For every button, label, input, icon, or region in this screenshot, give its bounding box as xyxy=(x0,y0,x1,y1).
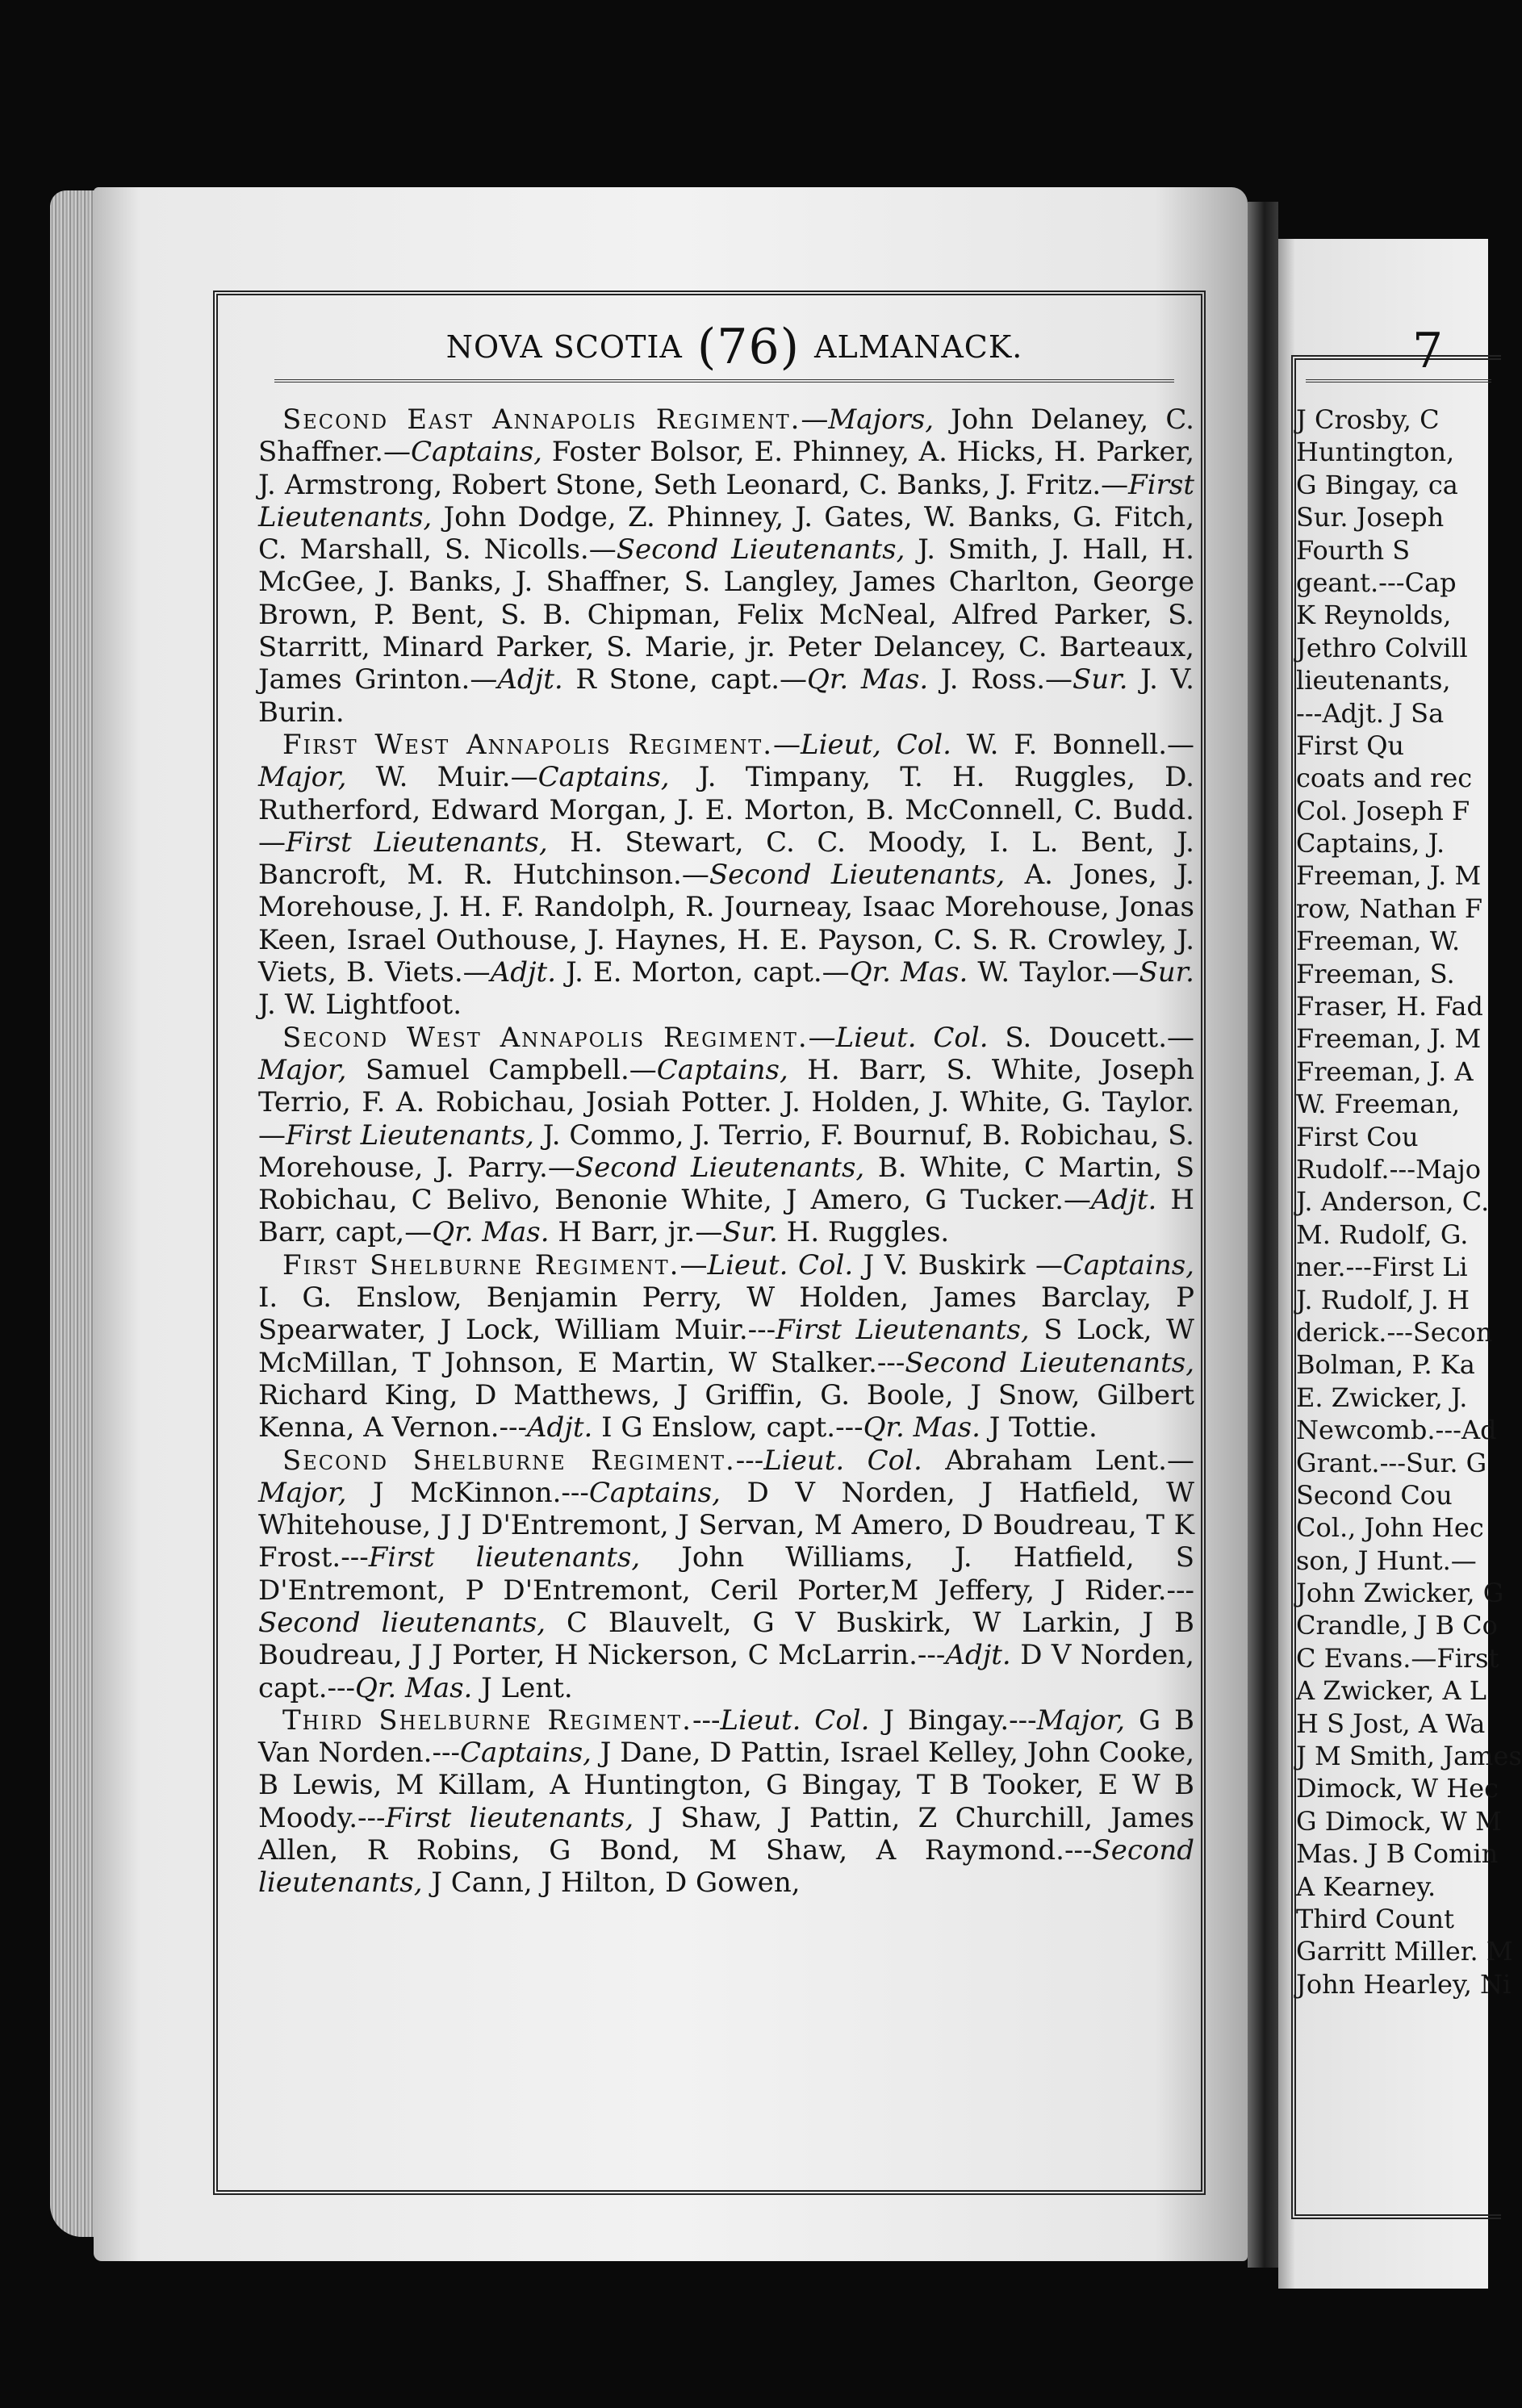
header-rule xyxy=(274,379,1174,383)
name-list: — xyxy=(808,1021,836,1054)
regiment-name: Second West Annapolis Regiment. xyxy=(282,1021,809,1054)
right-page-line: E. Zwicker, J. xyxy=(1296,1382,1468,1413)
right-page-line: Sur. Joseph xyxy=(1296,502,1445,533)
name-list: D V Norden, capt.--- xyxy=(258,1639,1194,1704)
rank-label: Captains, xyxy=(656,1053,788,1086)
right-page-line: Mas. J B Comin xyxy=(1296,1838,1499,1870)
name-list: --- xyxy=(735,1444,764,1477)
name-list: J. Commo, J. Terrio, F. Bournuf, B. Robichau, S. Morehouse, J. Parry.— xyxy=(258,1118,1194,1184)
right-page-line: Freeman, S. xyxy=(1296,958,1455,989)
page-edges xyxy=(50,190,100,2237)
right-page-line: coats and rec xyxy=(1296,763,1473,794)
right-page-line: First Qu xyxy=(1296,730,1405,761)
right-page-line: John Zwicker, G xyxy=(1296,1578,1504,1609)
right-page-line: Freeman, J. M xyxy=(1296,1023,1482,1055)
right-page-line: Bolman, P. Ka xyxy=(1296,1349,1475,1381)
regiment-name: Second East Annapolis Regiment. xyxy=(282,403,801,436)
name-list: J V. Buskirk — xyxy=(853,1248,1063,1281)
right-page-line: lieutenants, xyxy=(1296,665,1451,696)
right-page-text xyxy=(1296,403,1522,2163)
rank-label: Adjt. xyxy=(527,1411,593,1444)
right-page-line: Col. Joseph F xyxy=(1296,795,1470,826)
rank-label: Captains, xyxy=(1062,1248,1194,1281)
rank-label: First Lieutenants, xyxy=(776,1314,1030,1347)
rank-label: First lieutenants, xyxy=(385,1801,634,1834)
rank-label: Qr. Mas. xyxy=(432,1216,550,1249)
name-list: J. W. Lightfoot. xyxy=(258,989,462,1022)
rank-label: Second Lieutenants, xyxy=(616,533,905,566)
right-page-line: A Zwicker, A L xyxy=(1296,1675,1487,1707)
rank-label: Second Lieutenants, xyxy=(575,1151,865,1184)
rank-label: Lieut. Col. xyxy=(835,1021,989,1054)
rank-label: Major, xyxy=(1036,1704,1126,1737)
name-list: W. Muir.— xyxy=(346,761,538,794)
name-list: Richard King, D Matthews, J Griffin, G. Boole, J Snow, Gilbert Kenna, A Vernon.--- xyxy=(258,1378,1194,1444)
name-list: John Delaney, C. Shaffner.— xyxy=(258,403,1194,469)
right-page-line: G Bingay, ca xyxy=(1296,469,1458,500)
name-list: G B Van Norden.--- xyxy=(258,1704,1194,1770)
rank-label: Major, xyxy=(258,1053,347,1086)
rank-label: Lieut. Col. xyxy=(763,1444,922,1477)
name-list: R Stone, capt.— xyxy=(562,663,807,696)
right-page-header-fragment: 7 xyxy=(1412,323,1444,379)
right-page-line: K Reynolds, xyxy=(1296,600,1452,631)
name-list: J McKinnon.--- xyxy=(346,1476,589,1509)
name-list: W. F. Bonnell.— xyxy=(951,728,1195,761)
name-list: J. V. Burin. xyxy=(258,663,1194,729)
right-page-line: Col., John Hec xyxy=(1296,1512,1484,1544)
right-page-line: Garritt Miller. M xyxy=(1296,1936,1513,1967)
right-page-line: Freeman, W. xyxy=(1296,926,1461,957)
right-page-line: row, Nathan F xyxy=(1296,893,1483,924)
name-list: D V Norden, J Hatfield, W Whitehouse, J J D'Entremont, J Servan, M Amero, D Boudreau, T K Frost.--- xyxy=(258,1476,1194,1574)
rank-label: Sur. xyxy=(1139,956,1194,989)
name-list: — xyxy=(773,728,801,761)
regiment-paragraph xyxy=(258,1022,1194,1249)
rank-label: Majors, xyxy=(828,403,934,436)
name-list: S. Doucett.— xyxy=(988,1021,1195,1054)
right-page-line: J. Rudolf, J. H xyxy=(1296,1284,1470,1315)
rank-label: Major, xyxy=(258,761,347,794)
rank-label: Lieut. Col. xyxy=(720,1704,870,1737)
right-page-line: Jethro Colvill xyxy=(1296,632,1468,663)
name-list: B. White, C Martin, S Robichau, C Belivo, Benonie White, J Amero, G Tucker.— xyxy=(258,1151,1195,1217)
right-page-line: Third Count xyxy=(1296,1903,1454,1934)
rank-label: Lieut, Col. xyxy=(801,728,951,761)
right-page-line: derick.---Secon xyxy=(1296,1316,1493,1348)
right-page-line: Captains, J. xyxy=(1296,828,1445,859)
rank-label: Adjt. xyxy=(497,663,563,696)
right-page-line: Freeman, J. M xyxy=(1296,860,1482,892)
name-list: J Tottie. xyxy=(980,1411,1098,1444)
right-page-line: geant.---Cap xyxy=(1296,566,1457,598)
right-page-line: Freeman, J. A xyxy=(1296,1056,1474,1087)
right-page-line: G Dimock, W M xyxy=(1296,1805,1502,1837)
right-page-line: Second Cou xyxy=(1296,1479,1453,1511)
right-page-line: John Hearley, Ni xyxy=(1296,1968,1512,2000)
regiment-name: Second Shelburne Regiment. xyxy=(282,1444,736,1477)
name-list: Samuel Campbell.— xyxy=(346,1053,657,1086)
right-page-line: A Kearney. xyxy=(1296,1871,1436,1902)
rank-label: Captains, xyxy=(537,761,670,794)
name-list: J. Smith, J. Hall, H. McGee, J. Banks, J. Shaffner, S. Langley, James Charlton, George Brown, P. Bent, S. B. Chipman, Felix McNeal, Alfred Parker, S. Starritt, Minard Parker, S. Marie, jr. Peter Delancey, C. Barteaux, James Grinton.— xyxy=(258,533,1194,696)
right-page-line: J M Smith, James xyxy=(1296,1741,1522,1772)
regiment-name: Third Shelburne Regiment. xyxy=(282,1704,692,1737)
regiment-name: First West Annapolis Regiment. xyxy=(282,728,774,761)
regiment-paragraph xyxy=(258,403,1194,729)
rank-label: First Lieutenants, xyxy=(286,826,548,859)
regiment-list xyxy=(258,403,1194,2147)
rank-label: First lieutenants, xyxy=(368,1541,641,1574)
name-list: H. Stewart, C. C. Moody, I. L. Bent, J. Bancroft, M. R. Hutchinson.— xyxy=(258,826,1194,892)
rank-label: Sur. xyxy=(1073,663,1128,696)
rank-label: Qr. Mas. xyxy=(355,1671,473,1704)
name-list: J. Timpany, T. H. Ruggles, D. Rutherford, Edward Morgan, J. E. Morton, B. McConnell, C. Budd.— xyxy=(258,761,1194,859)
right-page-line: W. Freeman, xyxy=(1296,1089,1461,1120)
name-list: S Lock, W McMillan, T Johnson, E Martin, W Stalker.--- xyxy=(258,1314,1194,1379)
name-list: Foster Bolsor, E. Phinney, A. Hicks, H. Parker, J. Armstrong, Robert Stone, Seth Leonard, C. Banks, J. Fritz.— xyxy=(258,436,1194,501)
name-list: W. Taylor.— xyxy=(968,956,1139,989)
rank-label: Adjt. xyxy=(1090,1184,1157,1217)
name-list: John Williams, J. Hatfield, S D'Entremont, P D'Entremont, Ceril Porter,M Jeffery, J Rider.--- xyxy=(258,1541,1194,1607)
regiment-paragraph xyxy=(258,729,1194,1022)
right-page-line: ---Adjt. J Sa xyxy=(1296,697,1445,729)
rank-label: First Lieutenants, xyxy=(286,1118,534,1152)
right-page-line: First Cou xyxy=(1296,1121,1419,1152)
name-list: H Barr, capt,— xyxy=(258,1184,1194,1249)
right-page-line: son, J Hunt.— xyxy=(1296,1545,1477,1576)
right-page-line: J Crosby, C xyxy=(1296,404,1440,435)
rank-label: Second Lieutenants, xyxy=(709,859,1006,892)
name-list: H. Ruggles. xyxy=(777,1216,950,1249)
right-page-line: H S Jost, A Wa xyxy=(1296,1708,1486,1739)
rank-label: Captains, xyxy=(459,1737,592,1770)
name-list: I G Enslow, capt.--- xyxy=(592,1411,863,1444)
name-list: A. Jones, J. Morehouse, J. H. F. Randolph, R. Journeay, Isaac Morehouse, Jonas Keen, Israel Outhouse, J. Haynes, H. E. Payson, C. S. R. Crowley, J. Viets, B. Viets.— xyxy=(258,859,1194,989)
right-page-line: C Evans.—First xyxy=(1296,1642,1499,1674)
right-page-header-rule xyxy=(1306,379,1491,383)
rank-label: Lieut. Col. xyxy=(707,1248,854,1281)
right-page-line: ner.---First Li xyxy=(1296,1252,1468,1283)
rank-label: Qr. Mas. xyxy=(863,1411,981,1444)
name-list: J Lent. xyxy=(472,1671,573,1704)
right-page-line: M. Rudolf, G. xyxy=(1296,1219,1469,1250)
right-page-line: Huntington, xyxy=(1296,437,1455,468)
name-list: Abraham Lent.— xyxy=(922,1444,1194,1477)
name-list: J Shaw, J Pattin, Z Churchill, James Allen, R Robins, G Bond, M Shaw, A Raymond.--- xyxy=(258,1801,1195,1867)
name-list: J Bingay.--- xyxy=(869,1704,1037,1737)
rank-label: First Lieutenants, xyxy=(258,468,1194,533)
rank-label: Qr. Mas. xyxy=(807,663,929,696)
regiment-paragraph xyxy=(258,1444,1194,1704)
header-right-text: ALMANACK. xyxy=(814,329,1023,365)
rank-label: Qr. Mas. xyxy=(849,956,968,989)
name-list: J. E. Morton, capt.— xyxy=(556,956,850,989)
rank-label: Second lieutenants, xyxy=(258,1606,546,1639)
right-page-line: Rudolf.---Majo xyxy=(1296,1153,1482,1185)
rank-label: Second lieutenants, xyxy=(258,1834,1194,1900)
name-list: J Dane, D Pattin, Israel Kelley, John Cooke, B Lewis, M Killam, A Huntington, G Bingay, T B Tooker, E W B Moody.--- xyxy=(258,1737,1194,1834)
right-page-line: Grant.---Sur. G xyxy=(1296,1447,1487,1478)
page-header xyxy=(420,319,1049,375)
right-page-line: Crandle, J B Co xyxy=(1296,1610,1498,1641)
name-list: — xyxy=(679,1248,708,1281)
header-left-text: NOVA SCOTIA xyxy=(445,329,683,365)
rank-label: Captains, xyxy=(410,436,542,469)
name-list: --- xyxy=(692,1704,721,1737)
name-list: John Dodge, Z. Phinney, J. Gates, W. Banks, G. Fitch, C. Marshall, S. Nicolls.— xyxy=(258,500,1194,566)
rank-label: Major, xyxy=(258,1476,347,1509)
rank-label: Adjt. xyxy=(490,956,557,989)
name-list: H. Barr, S. White, Joseph Terrio, F. A. Robichau, Josiah Potter. J. Holden, J. White, G. Taylor.— xyxy=(258,1053,1194,1152)
name-list: — xyxy=(801,403,829,436)
name-list: J Cann, J Hilton, D Gowen, xyxy=(422,1867,801,1900)
book-gutter xyxy=(1248,202,1278,2268)
name-list: C Blauvelt, G V Buskirk, W Larkin, J B Boudreau, J J Porter, H Nickerson, C McLarrin.--- xyxy=(258,1606,1195,1672)
right-page-line: Dimock, W Hec xyxy=(1296,1773,1499,1804)
right-page-line: J. Anderson, C. xyxy=(1296,1186,1490,1218)
page-number: (76) xyxy=(696,319,801,375)
rank-label: Sur. xyxy=(722,1216,778,1249)
name-list: J. Ross.— xyxy=(928,663,1073,696)
name-list: I. G. Enslow, Benjamin Perry, W Holden, James Barclay, P Spearwater, J Lock, William Muir.--- xyxy=(258,1281,1194,1347)
regiment-paragraph xyxy=(258,1249,1194,1444)
right-page-line: Fraser, H. Fad xyxy=(1296,991,1483,1022)
regiment-paragraph xyxy=(258,1704,1194,1900)
right-page-line: Fourth S xyxy=(1296,534,1411,566)
rank-label: Adjt. xyxy=(945,1639,1011,1672)
regiment-name: First Shelburne Regiment. xyxy=(282,1248,680,1281)
rank-label: Second Lieutenants, xyxy=(905,1346,1195,1379)
right-page-line: Newcomb.---Ad xyxy=(1296,1415,1497,1446)
rank-label: Captains, xyxy=(588,1476,721,1509)
name-list: H Barr, jr.— xyxy=(549,1216,723,1249)
